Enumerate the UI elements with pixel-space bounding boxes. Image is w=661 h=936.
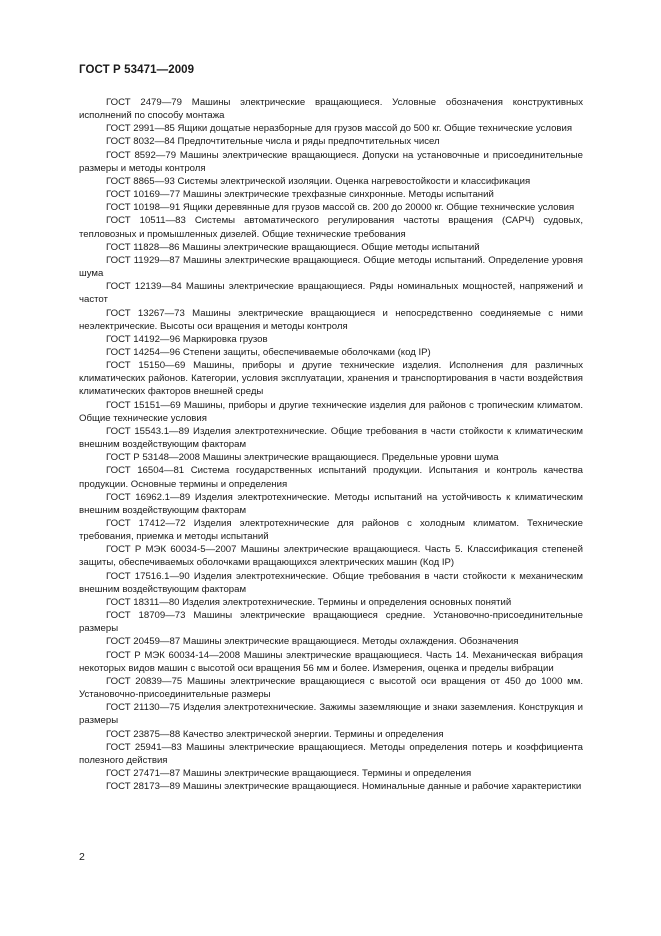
reference-entry: ГОСТ 2479—79 Машины электрические вращающиеся. Условные обозначения конструктивных исполнений по способу монтажа — [79, 97, 583, 122]
reference-entry: ГОСТ 28173—89 Машины электрические вращающиеся. Номинальные данные и рабочие характеристики — [106, 781, 582, 793]
reference-entry: ГОСТ 18709—73 Машины электрические вращающиеся средние. Установочно-присоединительные размеры — [79, 610, 583, 635]
reference-entry: ГОСТ 13267—73 Машины электрические вращающиеся и непосредственно соединяемые с ними неэлектрические. Высоты оси вращения и методы контроля — [79, 307, 583, 332]
reference-entry: ГОСТ 17516.1—90 Изделия электротехнические. Общие требования в части стойкости к механическим внешним воздействующим факторам — [79, 570, 583, 595]
reference-entry: ГОСТ 15543.1—89 Изделия электротехнические. Общие требования в части стойкости к климатическим внешним воздействующим факторам — [79, 425, 583, 451]
reference-entry: ГОСТ 21130—75 Изделия электротехнические. Зажимы заземляющие и знаки заземления. Конструкция и размеры — [79, 702, 583, 727]
reference-entry: ГОСТ 14254—96 Степени защиты, обеспечиваемые оболочками (код IP) — [106, 346, 431, 358]
reference-entry: ГОСТ 12139—84 Машины электрические вращающиеся. Ряды номинальных мощностей, напряжений и частот — [79, 281, 583, 306]
reference-entry: ГОСТ 2991—85 Ящики дощатые неразборные для грузов массой до 500 кг. Общие технические условия — [106, 123, 573, 135]
page-number: 2 — [79, 851, 85, 863]
references-list — [79, 96, 583, 793]
reference-entry: ГОСТ 16504—81 Система государственных испытаний продукции. Испытания и контроль качества продукции. Основные термины и определения — [79, 465, 583, 490]
page-header: ГОСТ Р 53471—2009 — [79, 64, 195, 76]
reference-entry: ГОСТ 17412—72 Изделия электротехнические для районов с холодным климатом. Технические требования, приемка и методы испытаний — [79, 518, 583, 543]
reference-entry: ГОСТ 10169—77 Машины электрические трехфазные синхронные. Методы испытаний — [106, 189, 494, 201]
reference-entry: ГОСТ 18311—80 Изделия электротехнические. Термины и определения основных понятий — [106, 596, 512, 608]
reference-entry: ГОСТ 10198—91 Ящики деревянные для грузов массой св. 200 до 20000 кг. Общие технические условия — [106, 202, 575, 214]
reference-entry: ГОСТ 15150—69 Машины, приборы и другие технические изделия. Исполнения для различных климатических районов. Категории, условия эксплуатации, хранения и транспортирования в части воздействия климатических факторов внешней среды — [79, 360, 583, 398]
reference-entry: ГОСТ 8592—79 Машины электрические вращающиеся. Допуски на установочные и присоединительные размеры и методы контроля — [79, 149, 583, 174]
reference-entry: ГОСТ Р МЭК 60034-5—2007 Машины электрические вращающиеся. Часть 5. Классификация степеней защиты, обеспечиваемых оболочками вращающихся электрических машин (Код IP) — [79, 544, 583, 569]
reference-entry: ГОСТ Р 53148—2008 Машины электрические вращающиеся. Предельные уровни шума — [106, 452, 499, 464]
reference-entry: ГОСТ 11929—87 Машины электрические вращающиеся. Общие методы испытаний. Определение уровня шума — [79, 254, 583, 280]
reference-entry: ГОСТ 27471—87 Машины электрические вращающиеся. Термины и определения — [106, 767, 472, 779]
reference-entry: ГОСТ 10511—83 Системы автоматического регулирования частоты вращения (САРЧ) судовых, тепловозных и промышленных дизелей. Общие технические требования — [79, 215, 583, 240]
reference-entry: ГОСТ Р МЭК 60034-14—2008 Машины электрические вращающиеся. Часть 14. Механическая вибрация некоторых видов машин с высотой оси вращения 56 мм и более. Измерения, оценка и пределы вибрации — [79, 649, 583, 674]
reference-entry: ГОСТ 20839—75 Машины электрические вращающиеся с высотой оси вращения от 450 до 1000 мм. Установочно-присоединительные размеры — [79, 675, 583, 701]
reference-entry: ГОСТ 8032—84 Предпочтительные числа и ряды предпочтительных чисел — [106, 136, 440, 148]
reference-entry: ГОСТ 23875—88 Качество электрической энергии. Термины и определения — [106, 728, 444, 740]
reference-entry: ГОСТ 20459—87 Машины электрические вращающиеся. Методы охлаждения. Обозначения — [106, 636, 519, 648]
reference-entry: ГОСТ 25941—83 Машины электрические вращающиеся. Методы определения потерь и коэффициента полезного действия — [79, 741, 583, 766]
reference-entry: ГОСТ 11828—86 Машины электрические вращающиеся. Общие методы испытаний — [106, 241, 480, 253]
reference-entry: ГОСТ 16962.1—89 Изделия электротехнические. Методы испытаний на устойчивость к климатическим внешним воздействующим факторам — [79, 491, 583, 516]
reference-entry: ГОСТ 15151—69 Машины, приборы и другие технические изделия для районов с тропическим климатом. Общие технические условия — [79, 399, 583, 424]
reference-entry: ГОСТ 8865—93 Системы электрической изоляции. Оценка нагревостойкости и классификация — [106, 175, 531, 187]
reference-entry: ГОСТ 14192—96 Маркировка грузов — [106, 333, 268, 345]
